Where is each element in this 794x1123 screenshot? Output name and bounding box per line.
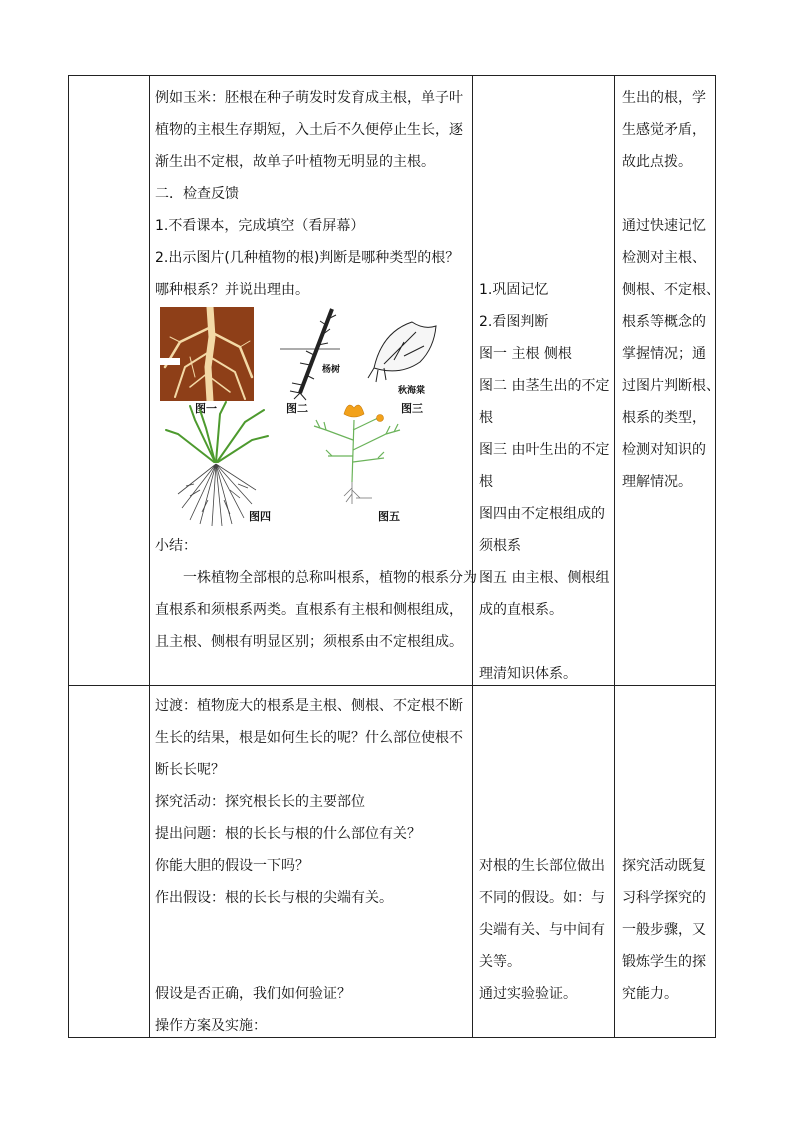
intent-line: 通过快速记忆 — [622, 218, 706, 234]
text-line: 探究活动：探究根长长的主要部位 — [155, 794, 365, 810]
intent-line: 侧根、不定根、 — [622, 282, 720, 298]
intent-line: 过图片判断根、 — [622, 378, 720, 394]
activity-line: 通过实验验证。 — [479, 986, 577, 1002]
figure-1-caption: 图一 — [195, 402, 217, 415]
text-line: 植物的主根生存期短，入土后不久便停止生长，逐 — [155, 122, 463, 138]
text-line: 1.不看课本，完成填空（看屏幕） — [155, 218, 365, 234]
taproot-photo — [160, 307, 254, 401]
activity-line: 尖端有关、与中间有 — [479, 922, 605, 938]
text-line: 哪种根系？并说出理由。 — [155, 282, 309, 298]
row-divider — [68, 685, 716, 686]
intent-line: 检测对知识的 — [622, 442, 706, 458]
column-divider — [472, 75, 473, 1038]
figure-2-label: 杨树 — [322, 365, 341, 375]
summary-title: 小结： — [155, 538, 197, 554]
activity-line: 图四由不定根组成的 — [479, 506, 605, 522]
text-line: 2.出示图片(几种植物的根)判断是哪种类型的根？ — [155, 250, 460, 266]
figure-5-caption: 图五 — [378, 510, 400, 523]
text-line: 断长长呢？ — [155, 762, 225, 778]
column-divider — [149, 75, 150, 1038]
intent-line: 究能力。 — [622, 986, 678, 1002]
activity-line: 根 — [479, 410, 493, 426]
text-line: 假设是否正确，我们如何验证？ — [155, 986, 351, 1002]
summary-line: 直根系和须根系两类。直根系有主根和侧根组成， — [155, 602, 463, 618]
activity-line: 图一 主根 侧根 — [479, 346, 572, 362]
intent-line: 一般步骤，又 — [622, 922, 706, 938]
activity-line: 理清知识体系。 — [479, 666, 577, 682]
figure-3-label: 秋海棠 — [398, 386, 426, 396]
intent-line: 理解情况。 — [622, 474, 692, 490]
intent-line: 探究活动既复 — [622, 858, 706, 874]
intent-line: 掌握情况；通 — [622, 346, 706, 362]
intent-line: 故此点拨。 — [622, 154, 692, 170]
intent-line: 检测对主根、 — [622, 250, 706, 266]
intent-line: 生出的根，学 — [622, 90, 706, 106]
taproot-plant-drawing — [306, 400, 406, 506]
figure-3-caption: 图三 — [401, 402, 423, 415]
section-heading: 二．检查反馈 — [155, 186, 239, 202]
activity-line: 不同的假设。如：与 — [479, 890, 605, 906]
activity-line: 图二 由茎生出的不定 — [479, 378, 610, 394]
activity-line: 须根系 — [479, 538, 521, 554]
activity-line: 根 — [479, 474, 493, 490]
activity-line: 1.巩固记忆 — [479, 282, 549, 298]
intent-line: 习科学探究的 — [622, 890, 706, 906]
leaf-cutting-drawing — [364, 318, 444, 386]
intent-line: 根系的类型， — [622, 410, 706, 426]
activity-line: 关等。 — [479, 954, 521, 970]
activity-line: 对根的生长部位做出 — [479, 858, 605, 874]
column-divider — [614, 75, 615, 1038]
text-line: 你能大胆的假设一下吗？ — [155, 858, 309, 874]
intent-line: 生感觉矛盾， — [622, 122, 706, 138]
figure-4-caption: 图四 — [249, 510, 271, 523]
text-line: 提出问题：根的长长与根的什么部位有关？ — [155, 826, 421, 842]
intent-line: 锻炼学生的探 — [622, 954, 706, 970]
text-line: 操作方案及实施： — [155, 1018, 267, 1034]
text-line: 生长的结果，根是如何生长的呢？什么部位使根不 — [155, 730, 463, 746]
activity-line: 成的直根系。 — [479, 602, 563, 618]
stem-cutting-drawing — [270, 305, 350, 401]
text-line: 例如玉米：胚根在种子萌发时发育成主根，单子叶 — [155, 90, 463, 106]
activity-line: 图五 由主根、侧根组 — [479, 570, 610, 586]
figure-2-caption: 图二 — [286, 402, 308, 415]
summary-line: 一株植物全部根的总称叫根系，植物的根系分为 — [183, 570, 477, 586]
summary-line: 且主根、侧根有明显区别；须根系由不定根组成。 — [155, 634, 463, 650]
activity-line: 图三 由叶生出的不定 — [479, 442, 610, 458]
text-line: 过渡：植物庞大的根系是主根、侧根、不定根不断 — [155, 698, 463, 714]
intent-line: 根系等概念的 — [622, 314, 706, 330]
activity-line: 2.看图判断 — [479, 314, 549, 330]
text-line: 渐生出不定根，故单子叶植物无明显的主根。 — [155, 154, 435, 170]
text-line: 作出假设：根的长长与根的尖端有关。 — [155, 890, 393, 906]
